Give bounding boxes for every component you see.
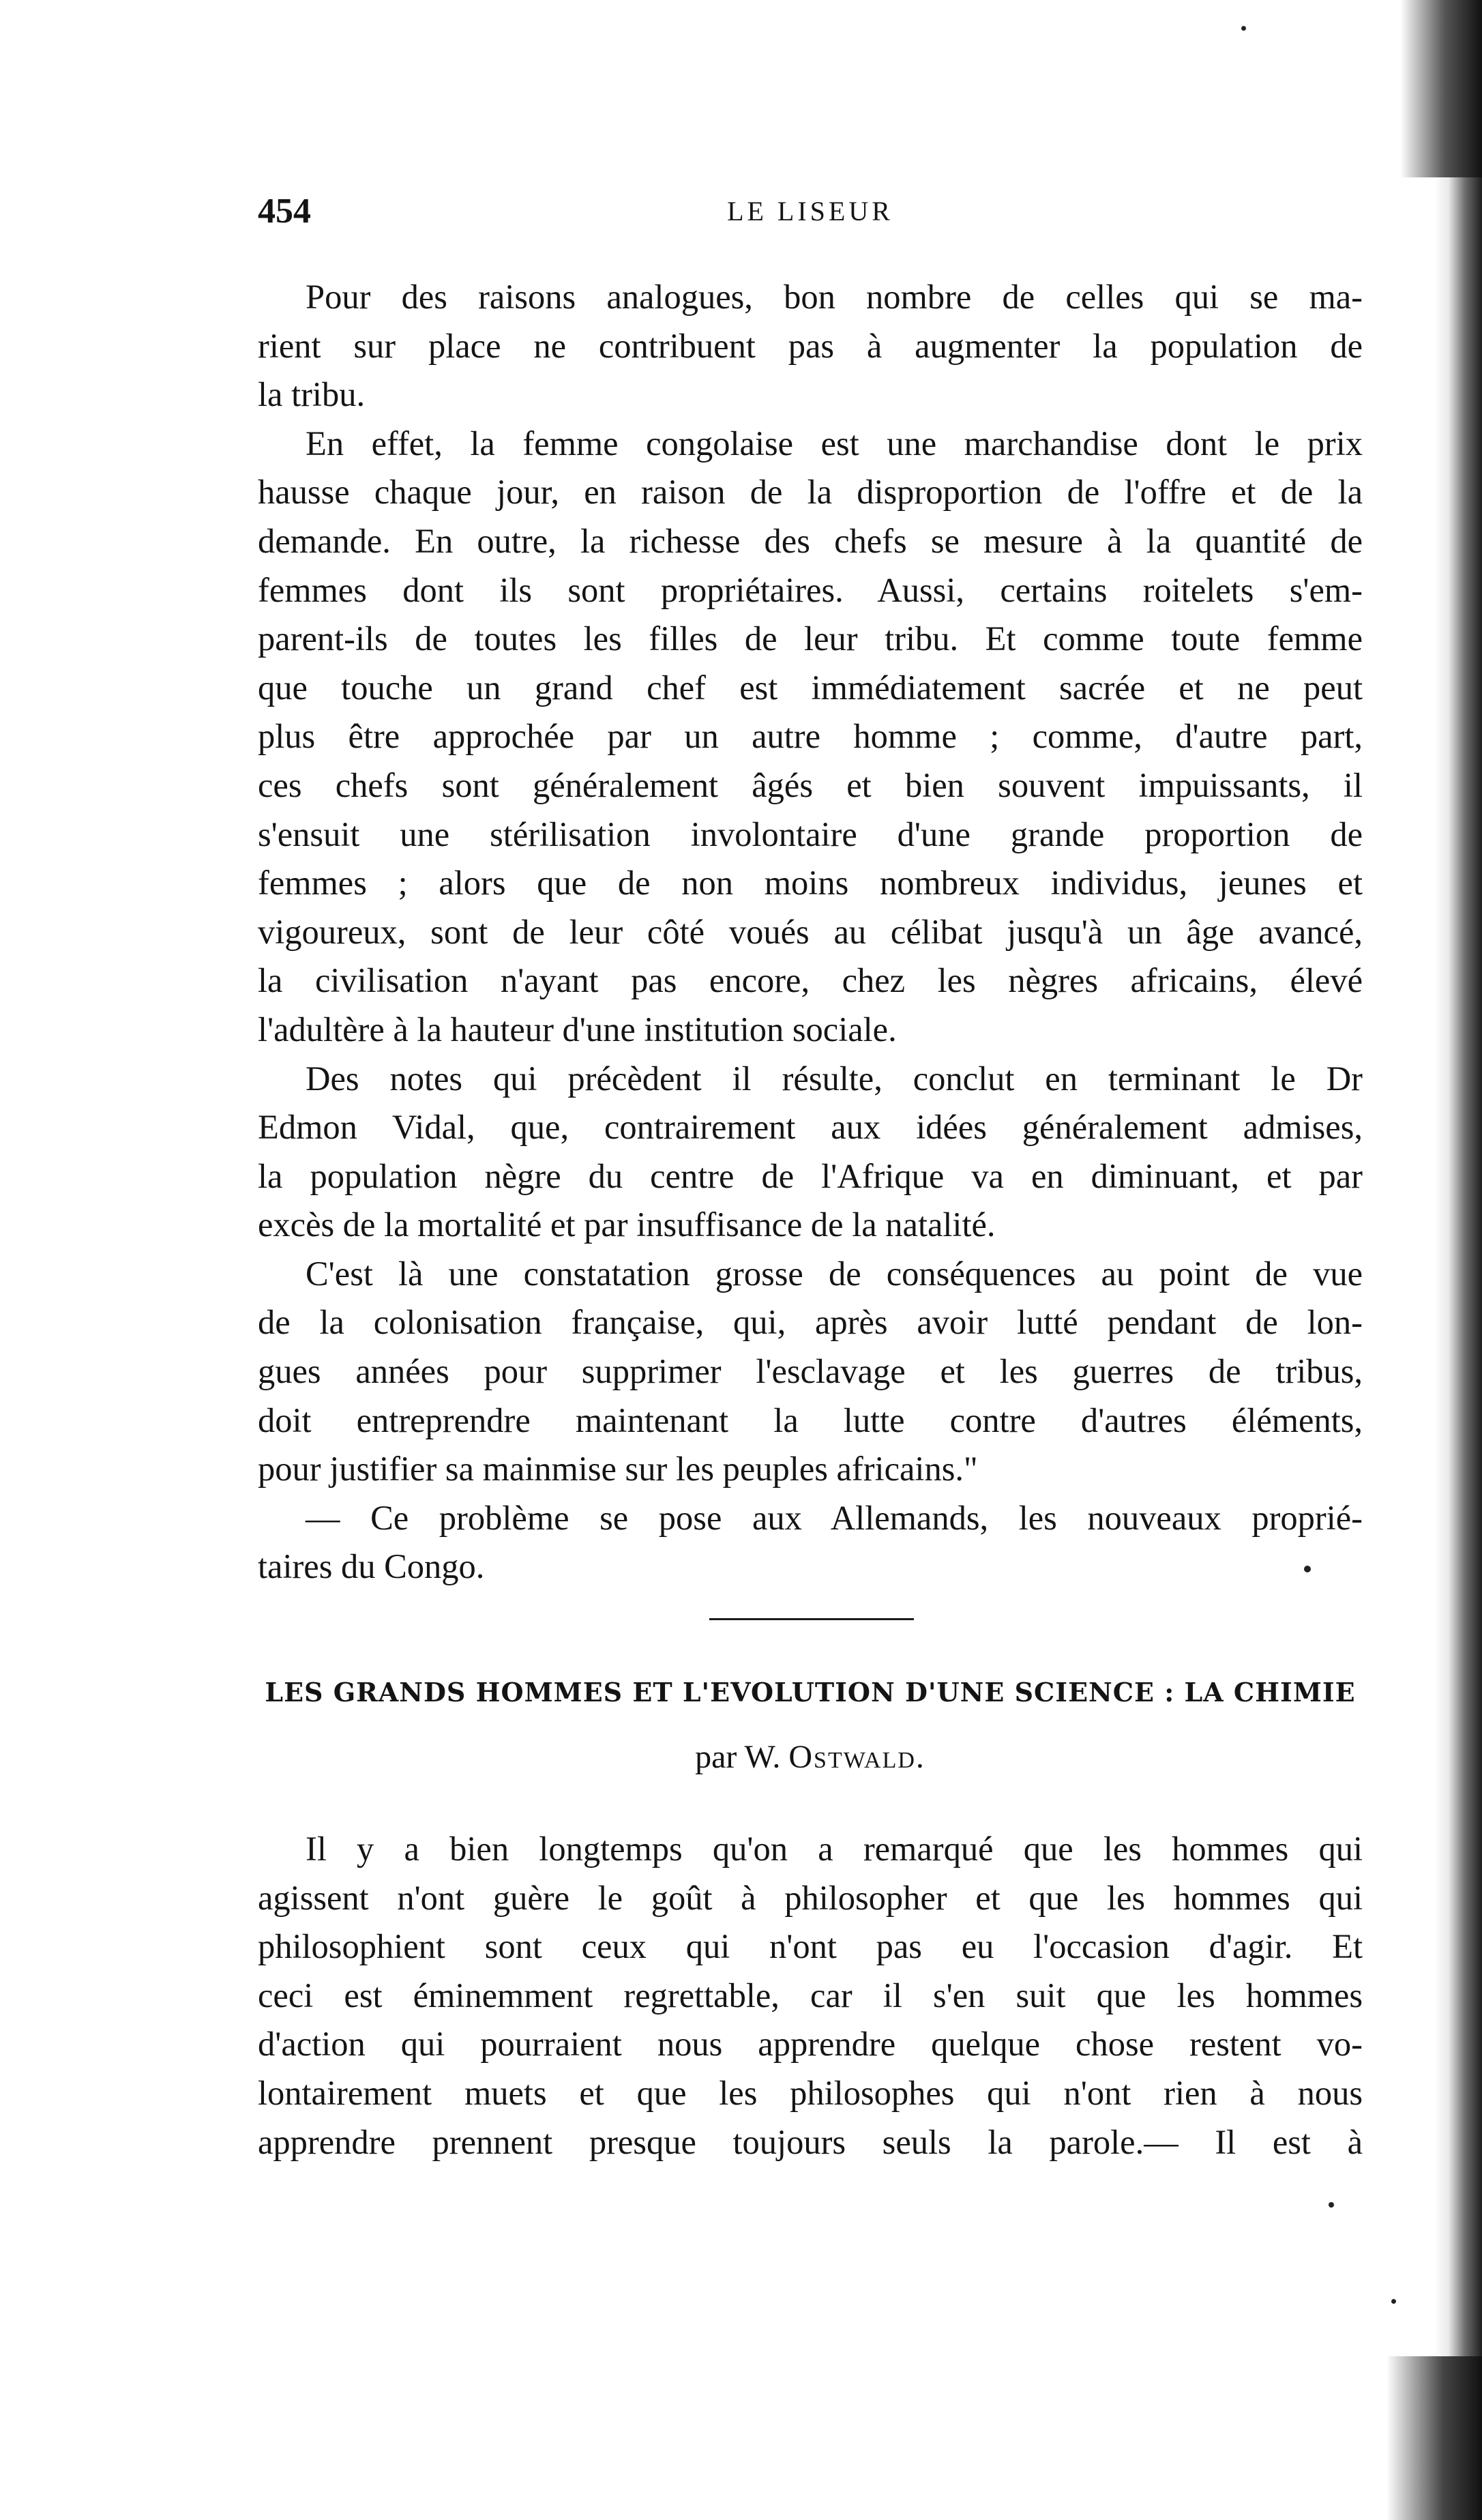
text-line: doit entreprendre maintenant la lutte contre d'autres éléments, — [258, 1401, 1363, 1439]
text-line: la civilisation n'ayant pas encore, chez les nègres africains, élevé — [258, 961, 1363, 1000]
text-line: que touche un grand chef est immédiatement sacrée et ne peut — [258, 668, 1363, 707]
article-body — [258, 1825, 1363, 2167]
text-line: la tribu. — [258, 375, 366, 414]
text-line: ceci est éminemment regrettable, car il s'en suit que les hommes — [258, 1976, 1363, 2014]
text-line: Edmon Vidal, que, contrairement aux idées généralement admises, — [258, 1108, 1363, 1147]
page-number: 454 — [258, 192, 311, 231]
text-line: s'ensuit une stérilisation involontaire d'une grande proportion de — [258, 815, 1363, 853]
text-line: excès de la mortalité et par insuffisance de la natalité. — [258, 1205, 996, 1244]
text-line: gues années pour supprimer l'esclavage et les guerres de tribus, — [258, 1352, 1363, 1391]
text-line: l'adultère à la hauteur d'une institution sociale. — [258, 1010, 897, 1049]
text-line: Il y a bien longtemps qu'on a remarqué que les hommes qui — [306, 1830, 1363, 1868]
text-line: vigoureux, sont de leur côté voués au célibat jusqu'à un âge avancé, — [258, 912, 1363, 951]
byline-prefix: par W. — [695, 1739, 781, 1775]
page-binding-shadow-top — [1400, 0, 1482, 177]
text-line: rient sur place ne contribuent pas à augmenter la population de — [258, 326, 1363, 365]
article-continuation — [258, 273, 1363, 1592]
text-line: parent-ils de toutes les filles de leur tribu. Et comme toute femme — [258, 619, 1363, 658]
text-line: C'est là une constatation grosse de conséquences au point de vue — [306, 1254, 1363, 1293]
text-line: de la colonisation française, qui, après avoir lutté pendant de lon- — [258, 1303, 1363, 1342]
text-line: demande. En outre, la richesse des chefs se mesure à la quantité de — [258, 521, 1363, 560]
scan-speck — [1391, 2299, 1396, 2304]
text-line: philosophient sont ceux qui n'ont pas eu l'occasion d'agir. Et — [258, 1927, 1363, 1966]
text-line: agissent n'ont guère le goût à philosopher et que les hommes qui — [258, 1878, 1363, 1917]
text-line: pour justifier sa mainmise sur les peuples africains." — [258, 1450, 978, 1489]
running-title: LE LISEUR — [727, 196, 893, 226]
page-binding-shadow-bottom — [1387, 2356, 1482, 2520]
text-line: lontairement muets et que les philosophes qui n'ont rien à nous — [258, 2073, 1363, 2112]
text-line: femmes dont ils sont propriétaires. Aussi, certains roitelets s'em- — [258, 570, 1363, 609]
byline-author: Ostwald. — [788, 1739, 925, 1775]
text-line: apprendre prennent presque toujours seuls la parole.— Il est à — [258, 2122, 1363, 2161]
stray-mark — [1329, 2202, 1334, 2208]
text-line: Pour des raisons analogues, bon nombre de celles qui se ma- — [306, 278, 1363, 316]
byline — [258, 1738, 1363, 1776]
text-line: Des notes qui précèdent il résulte, conclut en terminant le Dr — [306, 1059, 1363, 1098]
section-divider — [709, 1618, 914, 1620]
text-line: — Ce problème se pose aux Allemands, les nouveaux proprié- — [306, 1498, 1363, 1537]
scan-speck — [1241, 26, 1246, 31]
text-line: d'action qui pourraient nous apprendre quelque chose restent vo- — [258, 2025, 1363, 2064]
text-line: plus être approchée par un autre homme ; comme, d'autre part, — [258, 717, 1363, 756]
text-line: ces chefs sont généralement âgés et bien souvent impuissants, il — [258, 765, 1363, 804]
stray-mark — [1304, 1566, 1311, 1572]
text-line: la population nègre du centre de l'Afrique va en diminuant, et par — [258, 1156, 1363, 1195]
text-line: taires du Congo. — [258, 1547, 485, 1586]
text-line: hausse chaque jour, en raison de la disproportion de l'offre et de la — [258, 473, 1363, 512]
section-heading: LES GRANDS HOMMES ET L'EVOLUTION D'UNE SCIENCE : LA CHIMIE — [265, 1677, 1356, 1708]
text-line: femmes ; alors que de non moins nombreux individus, jeunes et — [258, 864, 1363, 903]
running-head — [258, 184, 1363, 239]
page-binding-edge — [1434, 0, 1482, 2520]
text-line: En effet, la femme congolaise est une marchandise dont le prix — [306, 424, 1363, 463]
